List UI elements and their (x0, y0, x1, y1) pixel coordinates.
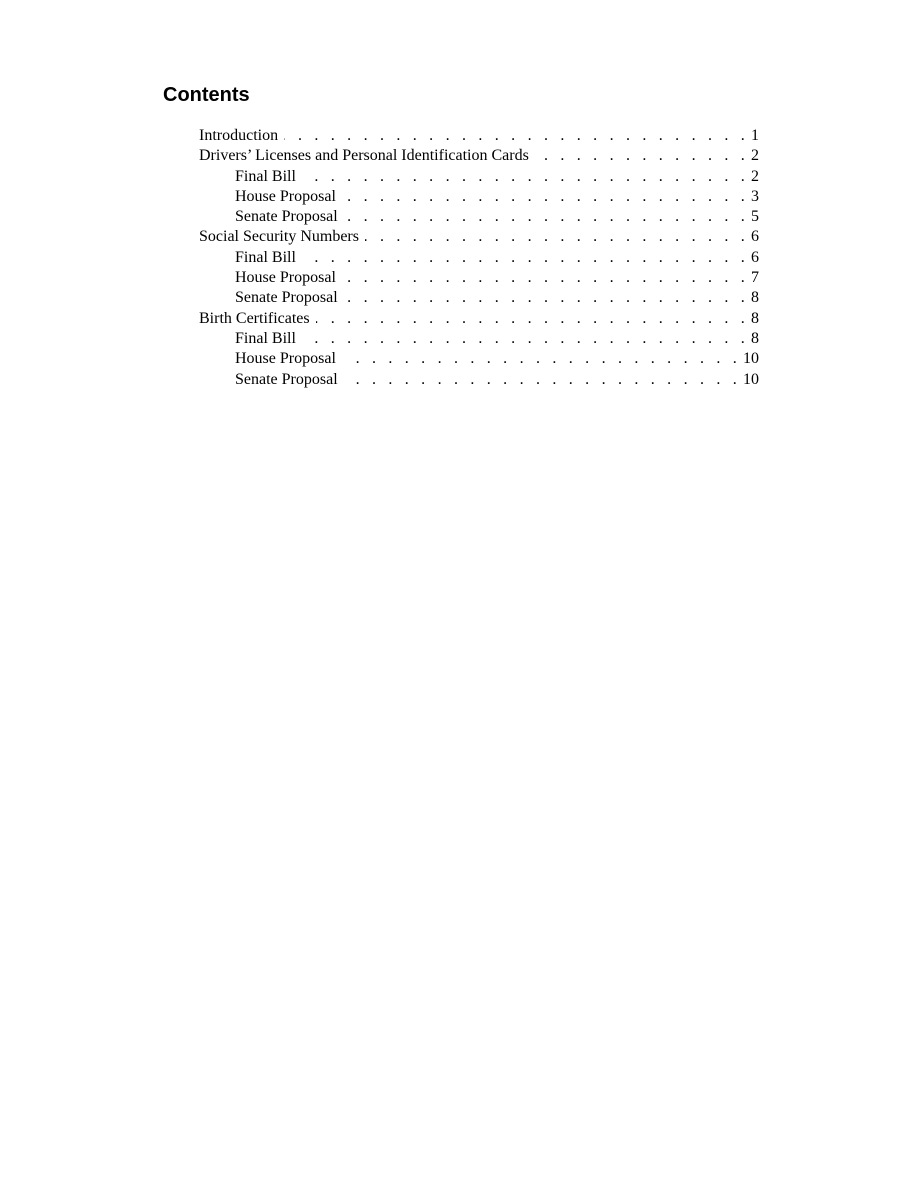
toc-entry-drivers-licenses[interactable] (199, 146, 759, 166)
toc-page-number: 8 (751, 309, 759, 327)
toc-page-number: 2 (751, 167, 759, 185)
toc-entry-introduction[interactable] (199, 126, 759, 146)
toc-entry-drivers-senate-proposal[interactable] (199, 207, 759, 227)
toc-page-number: 6 (751, 228, 759, 246)
toc-entry-title: Social Security Numbers (199, 228, 359, 246)
toc-entry-title: Final Bill (235, 329, 296, 347)
toc-entry-birth-senate-proposal[interactable] (199, 370, 759, 390)
toc-entry-social-security-numbers[interactable] (199, 227, 759, 247)
toc-entry-drivers-final-bill[interactable] (199, 167, 759, 187)
toc-entry-ssn-final-bill[interactable] (199, 248, 759, 268)
toc-page-number: 7 (751, 269, 759, 287)
toc-entry-title: Drivers’ Licenses and Personal Identification Cards (199, 147, 529, 165)
toc-page-number: 8 (751, 329, 759, 347)
toc-entry-drivers-house-proposal[interactable] (199, 187, 759, 207)
toc-dot-leader (302, 167, 749, 187)
toc-entry-title: Final Bill (235, 248, 296, 266)
table-of-contents (199, 126, 759, 390)
toc-dot-leader (344, 370, 741, 390)
toc-entry-ssn-house-proposal[interactable] (199, 268, 759, 288)
toc-page-number: 10 (743, 370, 759, 388)
toc-entry-birth-final-bill[interactable] (199, 329, 759, 349)
toc-dot-leader (342, 187, 749, 207)
toc-dot-leader (344, 207, 749, 227)
toc-entry-title: Final Bill (235, 167, 296, 185)
toc-dot-leader (302, 329, 749, 349)
toc-entry-title: Senate Proposal (235, 208, 338, 226)
toc-page-number: 5 (751, 208, 759, 226)
toc-page-number: 10 (743, 350, 759, 368)
toc-page-number: 1 (751, 127, 759, 144)
toc-entry-birth-certificates[interactable] (199, 309, 759, 329)
toc-entry-title: Birth Certificates (199, 309, 310, 327)
toc-dot-leader (302, 248, 749, 268)
toc-dot-leader (344, 288, 749, 308)
toc-entry-title: House Proposal (235, 269, 336, 287)
toc-entry-title: Senate Proposal (235, 370, 338, 388)
toc-page-number: 8 (751, 289, 759, 307)
toc-page-number: 6 (751, 248, 759, 266)
toc-dot-leader (284, 126, 749, 146)
toc-dot-leader (316, 309, 749, 329)
contents-heading: Contents (163, 84, 250, 106)
toc-dot-leader (342, 349, 741, 369)
toc-entry-ssn-senate-proposal[interactable] (199, 288, 759, 308)
toc-entry-title: Introduction (199, 127, 279, 144)
toc-entry-title: House Proposal (235, 350, 336, 368)
toc-page-number: 2 (751, 147, 759, 165)
toc-page-number: 3 (751, 187, 759, 205)
toc-dot-leader (365, 227, 749, 247)
toc-entry-title: House Proposal (235, 187, 336, 205)
toc-entry-title: Senate Proposal (235, 289, 338, 307)
toc-entry-birth-house-proposal[interactable] (199, 349, 759, 369)
toc-dot-leader (342, 268, 749, 288)
toc-dot-leader (535, 146, 749, 166)
